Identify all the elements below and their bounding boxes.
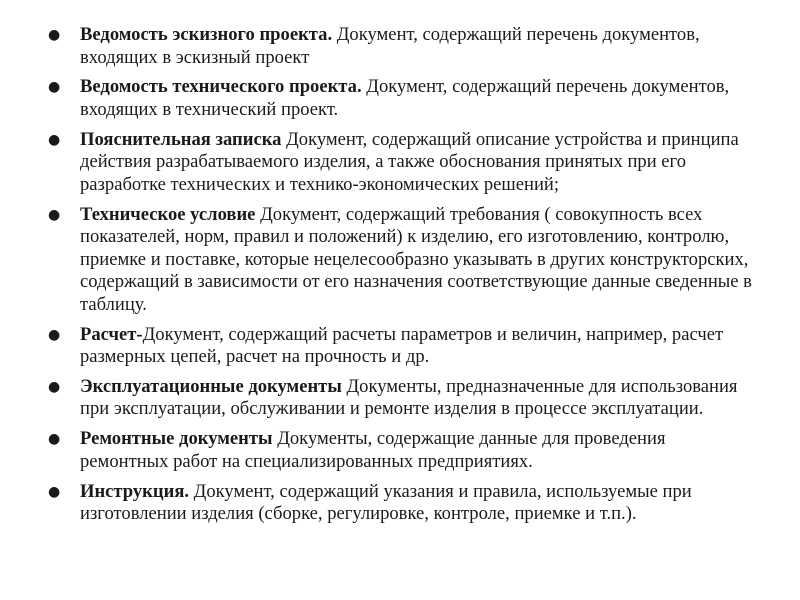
list-item bbox=[48, 376, 758, 421]
item-description: Документ, содержащий требования ( совокупность всех показателей, норм, правил и положений) к изделию, его изготовлению, контролю, приемке и поставке, которые нецелесообразно указывать в других конструкторских, содержащий в зависимости от его назначения соответствующие данные сведенные в таблицу. bbox=[80, 203, 752, 315]
item-description: Документ, содержащий указания и правила, используемые при изготовлении изделия (сборке, регулировке, контроле, приемке и т.п.). bbox=[80, 480, 692, 525]
list-item bbox=[48, 129, 758, 197]
list-item bbox=[48, 324, 758, 369]
item-term: Техническое условие bbox=[80, 203, 256, 225]
bullet-icon: ● bbox=[48, 431, 61, 448]
bullet-icon: ● bbox=[48, 483, 61, 500]
list-item bbox=[48, 428, 758, 473]
item-term: Инструкция. bbox=[80, 480, 190, 502]
list-item bbox=[48, 481, 758, 526]
item-description: Документы, предназначенные для использования при эксплуатации, обслуживании и ремонте изделия в процессе эксплуатации. bbox=[80, 375, 738, 420]
list-item bbox=[48, 24, 758, 69]
item-description: Документ, содержащий перечень документов, входящих в эскизный проект bbox=[80, 24, 700, 68]
item-term: Ведомость технического проекта. bbox=[80, 76, 362, 98]
list-item bbox=[48, 204, 758, 317]
bullet-icon: ● bbox=[48, 206, 61, 223]
item-description: Документ, содержащий перечень документов, входящих в технический проект. bbox=[80, 76, 730, 120]
item-description: Документ, содержащий описание устройства и принципа действия разрабатываемого изделия, а также обоснования принятых при его разработке технических и технико-экономических решений; bbox=[80, 128, 739, 195]
list-item bbox=[48, 76, 758, 121]
item-term: Расчет- bbox=[80, 323, 143, 345]
item-description: Документ, содержащий расчеты параметров и величин, например, расчет размерных цепей, расчет на прочность и др. bbox=[80, 323, 724, 368]
item-term: Эксплуатационные документы bbox=[80, 375, 342, 397]
bullet-icon: ● bbox=[48, 326, 61, 343]
item-description: Документы, содержащие данные для проведения ремонтных работ на специализированных предприятиях. bbox=[80, 428, 666, 472]
bullet-icon: ● bbox=[48, 131, 61, 148]
item-term: Пояснительная записка bbox=[80, 128, 282, 150]
bullet-icon: ● bbox=[48, 378, 61, 395]
bullet-icon: ● bbox=[48, 27, 61, 43]
item-term: Ведомость эскизного проекта. bbox=[80, 24, 333, 45]
bullet-icon: ● bbox=[48, 79, 61, 96]
item-term: Ремонтные документы bbox=[80, 428, 273, 450]
document-types-list bbox=[48, 24, 758, 533]
